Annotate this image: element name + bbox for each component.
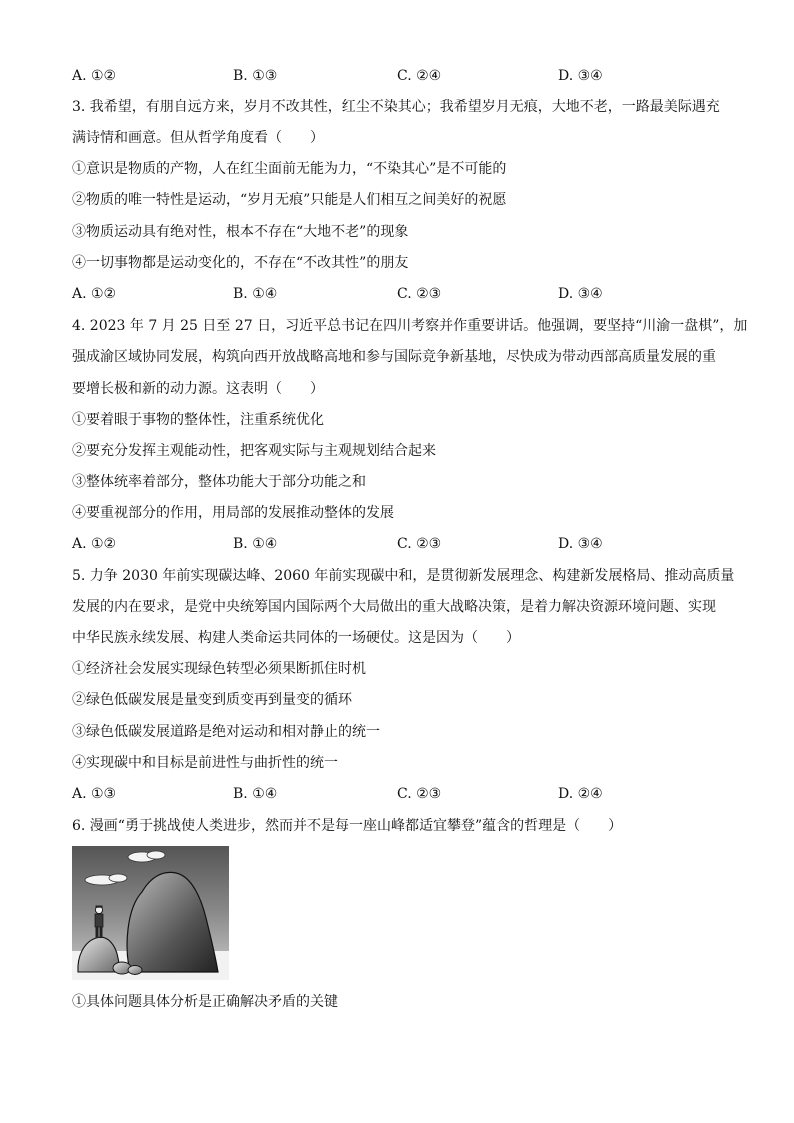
q2-option-d: D. ③④ xyxy=(558,68,603,84)
q2-option-b: B. ①③ xyxy=(233,68,278,84)
q4-item-4: ④要重视部分的作用，用局部的发展推动整体的发展 xyxy=(72,505,394,521)
q6-stem: 6. 漫画“勇于挑战使人类进步，然而并不是每一座山峰都适宜攀登”蕴含的哲理是（ ） xyxy=(72,818,623,834)
q5-option-b: B. ①④ xyxy=(233,786,278,802)
q5-option-c: C. ②③ xyxy=(397,786,442,802)
q3-stem-line2: 满诗情和画意。但从哲学角度看（ ） xyxy=(72,130,324,146)
small-rock-2 xyxy=(128,966,142,975)
q4-stem-line2: 强成渝区域协同发展，构筑向西开放战略高地和参与国际竞争新基地，尽快成为带动西部高质量发展的重 xyxy=(72,349,716,365)
q4-options xyxy=(72,534,732,554)
q2-option-c: C. ②④ xyxy=(397,68,442,84)
q5-item-3: ③绿色低碳发展道路是绝对运动和相对静止的统一 xyxy=(72,724,380,740)
q3-stem-line1: 3. 我希望，有朋自远方来，岁月不改其性，红尘不染其心；我希望岁月无痕，大地不老，一路最美际遇充 xyxy=(72,99,720,115)
q4-option-b: B. ①④ xyxy=(233,536,278,552)
q5-stem-line3: 中华民族永续发展、构建人类命运共同体的一场硬仗。这是因为（ ） xyxy=(72,630,520,646)
q4-stem-line1: 4. 2023 年 7 月 25 日至 27 日，习近平总书记在四川考察并作重要讲话。他强调，要坚持“川渝一盘棋”，加 xyxy=(72,318,748,334)
q5-option-a: A. ①③ xyxy=(72,786,117,802)
q5-item-1: ①经济社会发展实现绿色转型必须果断抓住时机 xyxy=(72,661,366,677)
q4-option-a: A. ①② xyxy=(72,536,117,552)
q3-item-1: ①意识是物质的产物，人在红尘面前无能为力，“不染其心”是不可能的 xyxy=(72,161,507,177)
q5-item-4: ④实现碳中和目标是前进性与曲折性的统一 xyxy=(72,755,338,771)
q3-item-2: ②物质的唯一特性是运动，“岁月无痕”只能是人们相互之间美好的祝愿 xyxy=(72,192,507,208)
q4-stem-line3: 要增长极和新的动力源。这表明（ ） xyxy=(72,381,324,397)
q3-item-3: ③物质运动具有绝对性，根本不存在“大地不老”的现象 xyxy=(72,224,409,240)
q5-option-d: D. ②④ xyxy=(558,786,603,802)
q3-option-b: B. ①④ xyxy=(233,286,278,302)
q4-item-1: ①要着眼于事物的整体性，注重系统优化 xyxy=(72,412,324,428)
q3-option-c: C. ②③ xyxy=(397,286,442,302)
q2-options xyxy=(72,66,732,86)
q3-options xyxy=(72,284,732,304)
q5-item-2: ②绿色低碳发展是量变到质变再到量变的循环 xyxy=(72,692,352,708)
q4-option-d: D. ③④ xyxy=(558,536,603,552)
q5-stem-line2: 发展的内在要求，是党中央统筹国内国际两个大局做出的重大战略决策，是着力解决资源环境问题、实现 xyxy=(72,599,716,615)
cartoon-mountain-climber xyxy=(72,846,229,980)
q4-option-c: C. ②③ xyxy=(397,536,442,552)
q3-option-d: D. ③④ xyxy=(558,286,603,302)
q4-item-2: ②要充分发挥主观能动性，把客观实际与主观规划结合起来 xyxy=(72,443,436,459)
q6-item-1: ①具体问题具体分析是正确解决矛盾的关键 xyxy=(72,994,338,1010)
q5-options xyxy=(72,784,732,804)
q5-stem-line1: 5. 力争 2030 年前实现碳达峰、2060 年前实现碳中和，是贯彻新发展理念、构建新发展格局、推动高质量 xyxy=(72,568,735,584)
q4-item-3: ③整体统率着部分，整体功能大于部分功能之和 xyxy=(72,474,366,490)
q3-item-4: ④一切事物都是运动变化的，不存在“不改其性”的朋友 xyxy=(72,255,409,271)
q2-option-a: A. ①② xyxy=(72,68,117,84)
q3-option-a: A. ①② xyxy=(72,286,117,302)
